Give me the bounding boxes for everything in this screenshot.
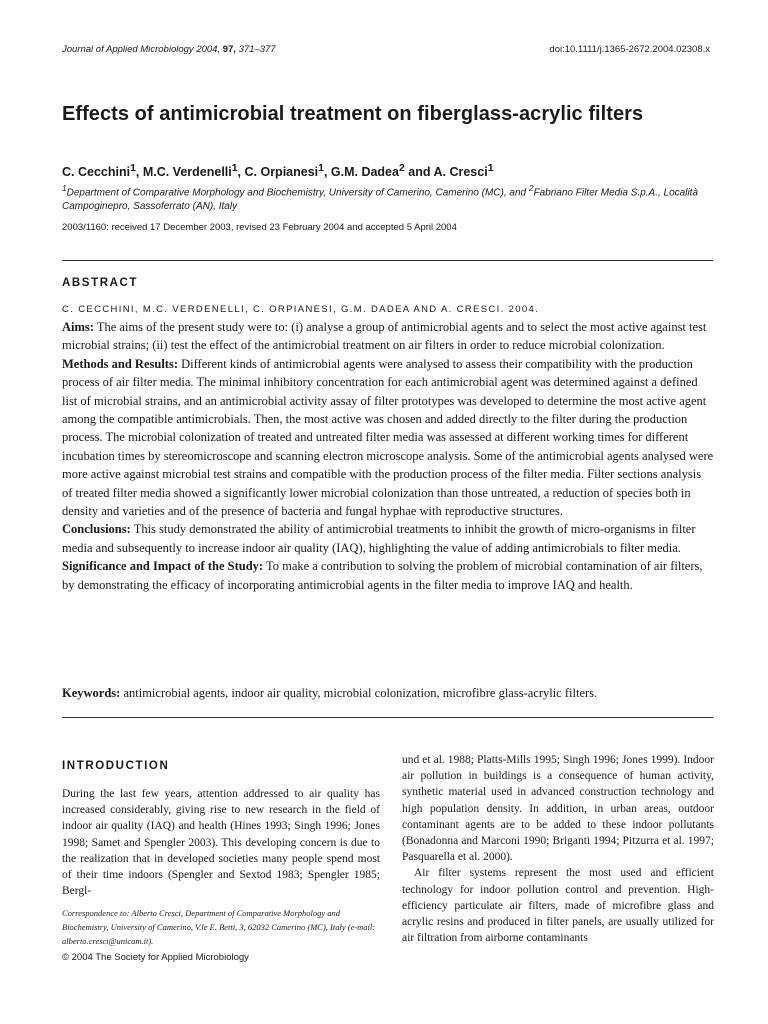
journal-name: Journal of Applied Microbiology: [62, 44, 194, 55]
author-separator: ,: [323, 165, 331, 180]
author-name: C. Cecchini: [62, 165, 131, 180]
significance-text: To make a contribution to solving the problem of microbial contamination of air filters, by demonstrating the efficacy of incorporating antimicrobial agents in the filter media to improve IAQ and health.: [62, 559, 703, 592]
conclusions-label: Conclusions:: [62, 522, 131, 537]
author-name: C. Orpianesi: [244, 165, 319, 180]
methods-label: Methods and Results:: [62, 356, 178, 371]
introduction-column-2: [402, 752, 714, 946]
aims-label: Aims:: [62, 320, 94, 334]
affiliation-text: Fabriano Filter Media S.p.A., Località Campoginepro, Sassoferrato (AN), Italy: [62, 187, 699, 213]
affiliation-text: Department of Comparative Morphology and Biochemistry, University of Camerino, Camerino (MC), and: [66, 187, 529, 199]
paper-title: Effects of antimicrobial treatment on fiberglass-acrylic filters: [62, 103, 644, 125]
affiliation-marker: 1: [487, 163, 494, 174]
aims-text: The aims of the present study were to: (i) analyse a group of antimicrobial agents and to select the most active against test microbial strains; (ii) test the effect of the antimicrobial treatment on air filters in order to reduce microbial colonization.: [62, 320, 707, 353]
abstract-aims: [62, 318, 714, 355]
author-separator: ,: [135, 165, 143, 180]
introduction-heading: INTRODUCTION: [62, 760, 170, 772]
doi: doi:10.1111/j.1365-2672.2004.02308.x: [549, 44, 710, 55]
abstract-heading: ABSTRACT: [62, 277, 139, 289]
keywords: [62, 686, 714, 701]
section-divider: [62, 260, 713, 261]
affiliation-marker: 2: [398, 163, 405, 174]
affiliation-marker: 1: [62, 183, 67, 193]
author-conjunction: and: [404, 165, 434, 180]
affiliation-marker: 1: [130, 163, 136, 174]
author-name: A. Cresci: [433, 165, 488, 180]
received-dates: 2003/1160: received 17 December 2003, revised 23 February 2004 and accepted 5 April 2004: [62, 222, 457, 233]
affiliation-marker: 1: [231, 163, 238, 174]
journal-volume: 97,: [222, 44, 236, 55]
author-name: M.C. Verdenelli: [142, 165, 232, 180]
keywords-label: Keywords:: [62, 686, 121, 700]
introduction-paragraph: und et al. 1988; Platts-Mills 1995; Singh 1996; Jones 1999). Indoor air pollution in buildings is a consequence of human activity, synthetic material used in advanced construction technology and high population density. In addition, in urban areas, outdoor contaminant agents are to be added to these indoor pollutants (Bonadonna and Marconi 1990; Briganti 1994; Pitzurra et al. 1997; Pasquarella et al. 2000).: [402, 754, 714, 864]
author-separator: ,: [237, 165, 245, 180]
abstract-significance: [62, 557, 714, 594]
section-divider: [62, 717, 713, 718]
correspondence-note: Correspondence to: Alberto Cresci, Department of Comparative Morphology and Biochemistry, University of Camerino, V.le E. Betti, 3, 62032 Camerino (MC), Italy (e-mail: alberto.cresci@unicam.it).: [62, 908, 376, 946]
abstract-conclusions: [62, 520, 714, 557]
introduction-column-1: During the last few years, attention addressed to air quality has increased considerably, giving rise to new research in the field of indoor air quality (IAQ) and health (Hines 1993; Singh 1996; Jones 1998; Samet and Spengler 2003). This developing concern is due to the realization that in developed societies many people spend most of their time indoors (Spengler and Sextod 1983; Spengler 1985; Bergl-: [62, 788, 380, 898]
affiliation-marker: 2: [528, 183, 534, 193]
affiliations: [62, 181, 722, 214]
keywords-text: antimicrobial agents, indoor air quality, microbial colonization, microfibre glass-acrylic filters.: [123, 686, 598, 700]
methods-text: Different kinds of antimicrobial agents were analysed to assess their compatibility with the production process of air filter media. The minimal inhibitory concentration for each antimicrobial agent was determined against a defined list of microbial strains, and an antimicrobial activity assay of filter prototypes was developed to determine the most active agent among the compatible antimicrobials. Then, the most active was chosen and added directly to the filter during the production process. The microbial colonization of treated and untreated filter media was assessed at different working times for different incubation times by stereomicroscope and scanning electron microscope analysis. Some of the antimicrobial agents analysed were more active against microbial test strains and compatible with the production process of the filter media. Filter sections analysis of treated filter media showed a significantly lower microbial colonization than those untreated, a reduction of species both in density and varieties and of the presence of bacteria and fungal hyphae with reproductive structures.: [62, 356, 714, 519]
copyright-notice: © 2004 The Society for Applied Microbiology: [62, 952, 249, 963]
journal-year: 2004,: [196, 44, 221, 55]
introduction-paragraph: Air filter systems represent the most used and efficient technology for indoor pollution control and prevention. High-efficiency particulate air filters, made of microfibre glass and acrylic resins and produced in filter panels, are usually utilized for air filtration from airborne contaminants: [402, 867, 714, 945]
journal-pages: 371–377: [238, 44, 276, 55]
abstract-author-line: C. CECCHINI, M.C. VERDENELLI, C. ORPIANESI, G.M. DADEA AND A. CRESCI. 2004.: [62, 304, 540, 315]
abstract-body: [62, 318, 714, 594]
significance-label: Significance and Impact of the Study:: [62, 559, 264, 574]
author-name: G.M. Dadea: [330, 165, 399, 180]
author-list: [62, 163, 493, 179]
journal-reference: [62, 44, 276, 55]
abstract-methods: [62, 355, 714, 521]
affiliation-marker: 1: [318, 163, 324, 174]
conclusions-text: This study demonstrated the ability of antimicrobial treatments to inhibit the growth of micro-organisms in filter media and subsequently to increase indoor air quality (IAQ), highlighting the value of adding antimicrobials to filter media.: [62, 522, 696, 555]
